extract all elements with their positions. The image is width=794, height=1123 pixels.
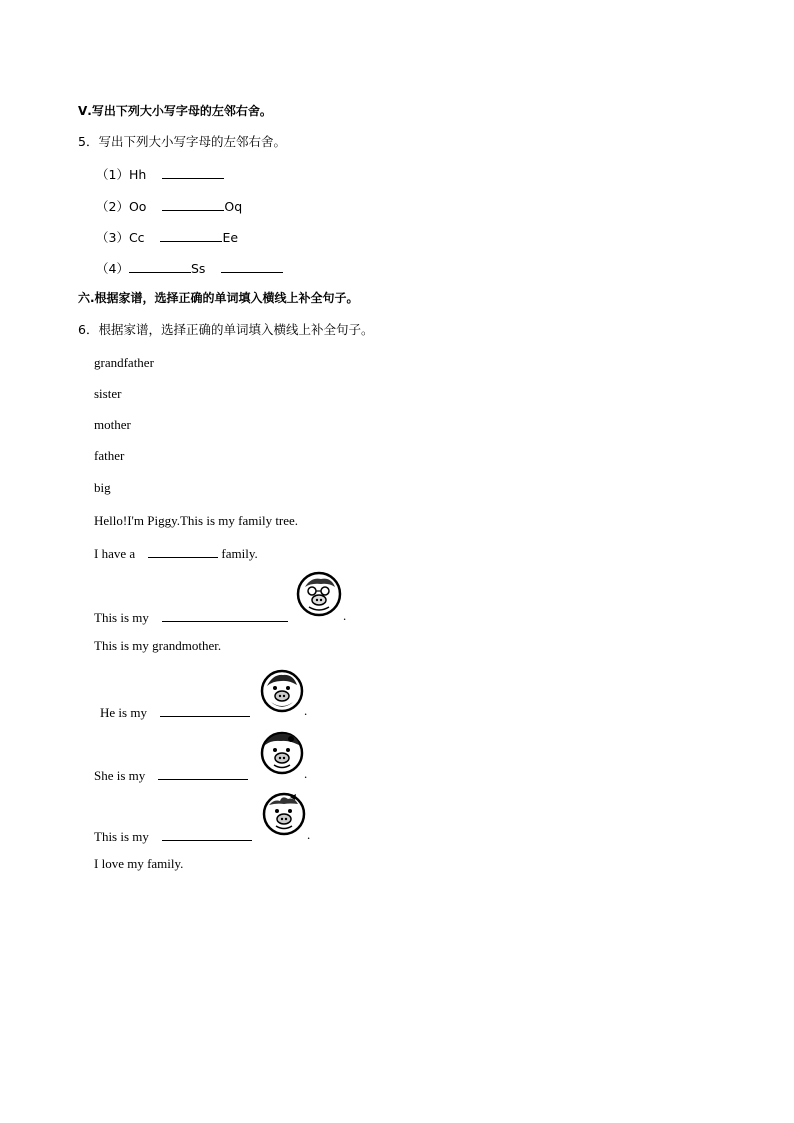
sentence-text: She is my	[94, 768, 146, 783]
word-option: sister	[94, 386, 122, 401]
answer-blank[interactable]	[160, 703, 250, 717]
sentence-5	[94, 766, 248, 784]
answer-blank[interactable]	[148, 544, 218, 558]
pig-face-grandfather-icon	[295, 571, 343, 617]
answer-blank[interactable]	[162, 165, 224, 179]
item-1	[96, 165, 224, 183]
pig-face-mother-icon	[259, 729, 305, 775]
sentence-6	[94, 827, 252, 845]
item-num: （4）	[96, 261, 129, 276]
closing-sentence: I love my family.	[94, 856, 184, 871]
word-option: father	[94, 448, 125, 463]
word-option: grandfather	[94, 355, 154, 370]
item-letter: Oq	[224, 199, 243, 214]
word-option: big	[94, 480, 111, 495]
sentence-text: This is my	[94, 829, 149, 844]
item-2	[96, 197, 242, 215]
sentence-text: He is my	[100, 705, 147, 720]
sentence-text: This is my	[94, 610, 149, 625]
word-option: mother	[94, 417, 131, 432]
answer-blank[interactable]	[221, 259, 283, 273]
sentence-1	[94, 544, 258, 562]
item-letter: Hh	[128, 167, 147, 182]
sentence-text: I have a	[94, 546, 136, 561]
period: .	[343, 608, 347, 623]
section-6-heading: 六.根据家谱，选择正确的单词填入横线上补全句子。	[78, 291, 359, 305]
answer-blank[interactable]	[162, 608, 288, 622]
answer-blank[interactable]	[160, 228, 222, 242]
item-letter: Ee	[222, 230, 239, 245]
answer-blank[interactable]	[162, 197, 224, 211]
item-letter: Oo	[128, 199, 147, 214]
sentence-3: This is my grandmother.	[94, 638, 222, 653]
answer-blank[interactable]	[129, 259, 191, 273]
item-4	[96, 259, 283, 277]
period: .	[304, 703, 308, 718]
answer-blank[interactable]	[158, 766, 248, 780]
sentence-text: family.	[221, 546, 258, 561]
period: .	[307, 827, 311, 842]
period: .	[304, 766, 308, 781]
pig-face-father-icon	[259, 668, 305, 714]
intro-sentence: Hello!I'm Piggy.This is my family tree.	[94, 513, 299, 528]
item-num: （2）	[96, 199, 129, 214]
pig-face-sister-icon	[260, 791, 308, 837]
question-5: 5．写出下列大小写字母的左邻右舍。	[78, 134, 286, 149]
sentence-4	[100, 703, 250, 721]
item-3	[96, 228, 238, 246]
sentence-2	[94, 608, 288, 626]
item-letter: Ss	[190, 261, 206, 276]
question-6: 6．根据家谱，选择正确的单词填入横线上补全句子。	[78, 322, 374, 337]
answer-blank[interactable]	[162, 827, 252, 841]
item-num: （3）	[96, 230, 129, 245]
item-num: （1）	[96, 167, 129, 182]
section-5-heading: Ⅴ.写出下列大小写字母的左邻右舍。	[78, 104, 272, 118]
item-letter: Cc	[128, 230, 145, 245]
